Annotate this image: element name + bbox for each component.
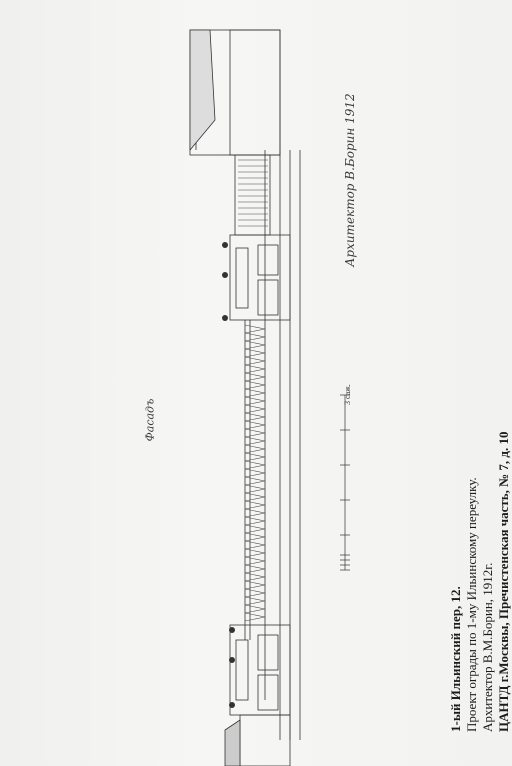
signature-date: 1912 (343, 93, 357, 124)
scale-bar (340, 395, 350, 570)
finial-ornament (222, 242, 228, 248)
balustrade-pickets (238, 160, 268, 226)
facade-label: Фасадъ (143, 398, 157, 442)
caption-archive: ЦАНТД г.Москвы, Пречистенская часть, № 7, д. 10 (496, 431, 511, 732)
caption-architect: Архитектор В.М.Борин, 1912г. (480, 562, 495, 732)
architect-signature (343, 70, 357, 290)
caption-project: Проект ограды по 1-му Ильинскому переулку. (464, 477, 479, 732)
scale-label: 3 саж. (343, 384, 352, 405)
signature-text: Архитектор В.Борин (343, 127, 357, 267)
caption-address: 1-ый Ильинский пер, 12. (448, 586, 463, 732)
fence-lattice (245, 325, 265, 621)
caption-block (448, 32, 512, 732)
